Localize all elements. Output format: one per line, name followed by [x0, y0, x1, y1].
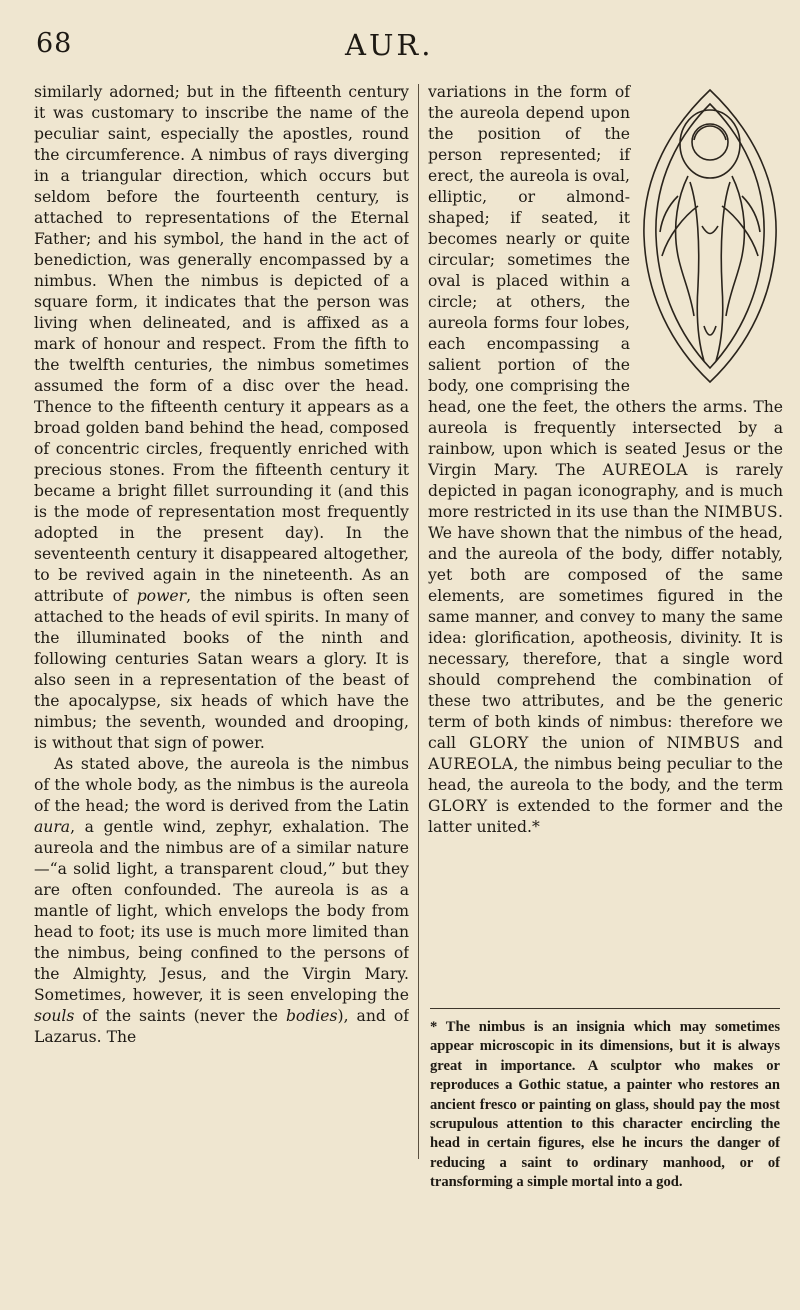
text-run: . We have shown that the nimbus of the head, and the aureola of the body, differ notably, yet both are composed of the same elements, are sometimes figured in the same manner, and convey to many the same idea: glorification, apotheosis, divinity. It is necessary, therefore, that a single word should comprehend the combination of these two attributes, and be the generic term of both kinds of nimbus: therefore we call	[428, 503, 783, 752]
text-run: ), and of Lazarus. The	[34, 1007, 409, 1046]
page-header	[0, 28, 800, 68]
text-run: , the nimbus is often seen attached to the heads of evil spirits. In many of the illuminated books of the ninth and following centuries Satan wears a glory. It is also seen in a representation of the beast of the apocalypse, six heads of which have the nimbus; the seventh, wounded and drooping, is without that sign of power.	[34, 587, 409, 752]
small-caps-term: GLORY	[428, 797, 488, 815]
small-caps-term: NIMBUS	[666, 734, 741, 752]
small-caps-term: AUREOLA	[428, 755, 514, 773]
paragraph-aureola	[34, 754, 409, 1048]
text-run: similarly adorned; but in the fifteenth century it was customary to inscribe the name of the peculiar saint, especially the apostles, round the circumference. A nimbus of rays diverging in a triangular direction, which occurs but seldom before the fourteenth century, is attached to representations of the Eternal Father; and his symbol, the hand in the act of benediction, was generally encompassed by a nimbus. When the nimbus is depicted of a square form, it indicates that the person was living when delineated, and is affixed as a mark of honour and respect. From the fifth to the twelfth centuries, the nimbus sometimes assumed the form of a disc over the head. Thence to the fifteenth century it appears as a broad golden band behind the head, composed of concentric circles, frequently enriched with precious stones. From the fifteenth century it became a bright fillet surrounding it (and this is the mode of representation most frequently adopted in the present day). In the seventeenth century it disappeared altogether, to be revived again in the nineteenth. As an attribute of	[34, 83, 409, 605]
aureola-figure-icon	[638, 86, 783, 386]
page-number: 68	[36, 28, 73, 59]
footnote: * The nimbus is an insignia which may sometimes appear microscopic in its dimensions, but it is always great in importance. A sculptor who makes or reproduces a Gothic statue, a painter who restores an ancient fresco or painting on glass, should pay the most scrupulous attention to this character encircling the head in certain figures, else he incurs the danger of reducing a saint to ordinary manhood, or of transforming a simple mortal into a god.	[430, 1019, 780, 1191]
right-column	[428, 82, 783, 982]
text-run: and	[740, 734, 783, 752]
paragraph-nimbus	[34, 82, 409, 754]
italic-text: bodies	[285, 1007, 338, 1025]
text-run: As stated above, the aureola is the nimbus of the whole body, as the nimbus is the aureola of the head; the word is derived from the Latin	[34, 755, 409, 815]
text-run: , a gentle wind, zephyr, exhalation. The aureola and the nimbus are of a similar nature—“a solid light, a transparent cloud,” but they are often confounded. The aureola is as a mantle of light, which envelops the body from head to foot; its use is much more limited than the nimbus, being confined to the persons of the Almighty, Jesus, and the Virgin Mary. Sometimes, however, it is seen enveloping the	[34, 818, 409, 1004]
italic-text: power	[136, 587, 187, 605]
text-run: the union of	[528, 734, 667, 752]
small-caps-term: AUREOLA	[602, 461, 689, 479]
running-title: AUR.	[345, 28, 434, 62]
left-column	[34, 82, 409, 1142]
small-caps-term: NIMBUS	[703, 503, 779, 521]
aureola-illustration	[638, 86, 783, 386]
small-caps-term: GLORY	[469, 734, 529, 752]
column-divider	[418, 84, 419, 1159]
text-run: is rarely depicted in pagan iconography, and is much more restricted in its use than the	[428, 461, 783, 521]
italic-text: aura	[34, 818, 71, 836]
italic-text: souls	[34, 1007, 75, 1025]
text-run: is extended to the former and the latter united.*	[428, 797, 783, 836]
text-run: variations in the form of the aureola depend upon the position of the person represented; if erect, the aureola is oval, elliptic, or almond-shaped; if seated, it becomes nearly or quite circular; sometimes the oval is placed within a circle; at others, the aureola forms four lobes, each encompassing a salient portion of the body, one comprising the head, one the feet, the others the arms. The aureola is frequently intersected by a rainbow, upon which is seated Jesus or the Virgin Mary. The	[428, 83, 783, 479]
footnote-divider	[430, 1008, 780, 1009]
text-run: , the nimbus being peculiar to the head, the aureola to the body, and the term	[428, 755, 783, 794]
text-run: of the saints (never the	[74, 1007, 286, 1025]
